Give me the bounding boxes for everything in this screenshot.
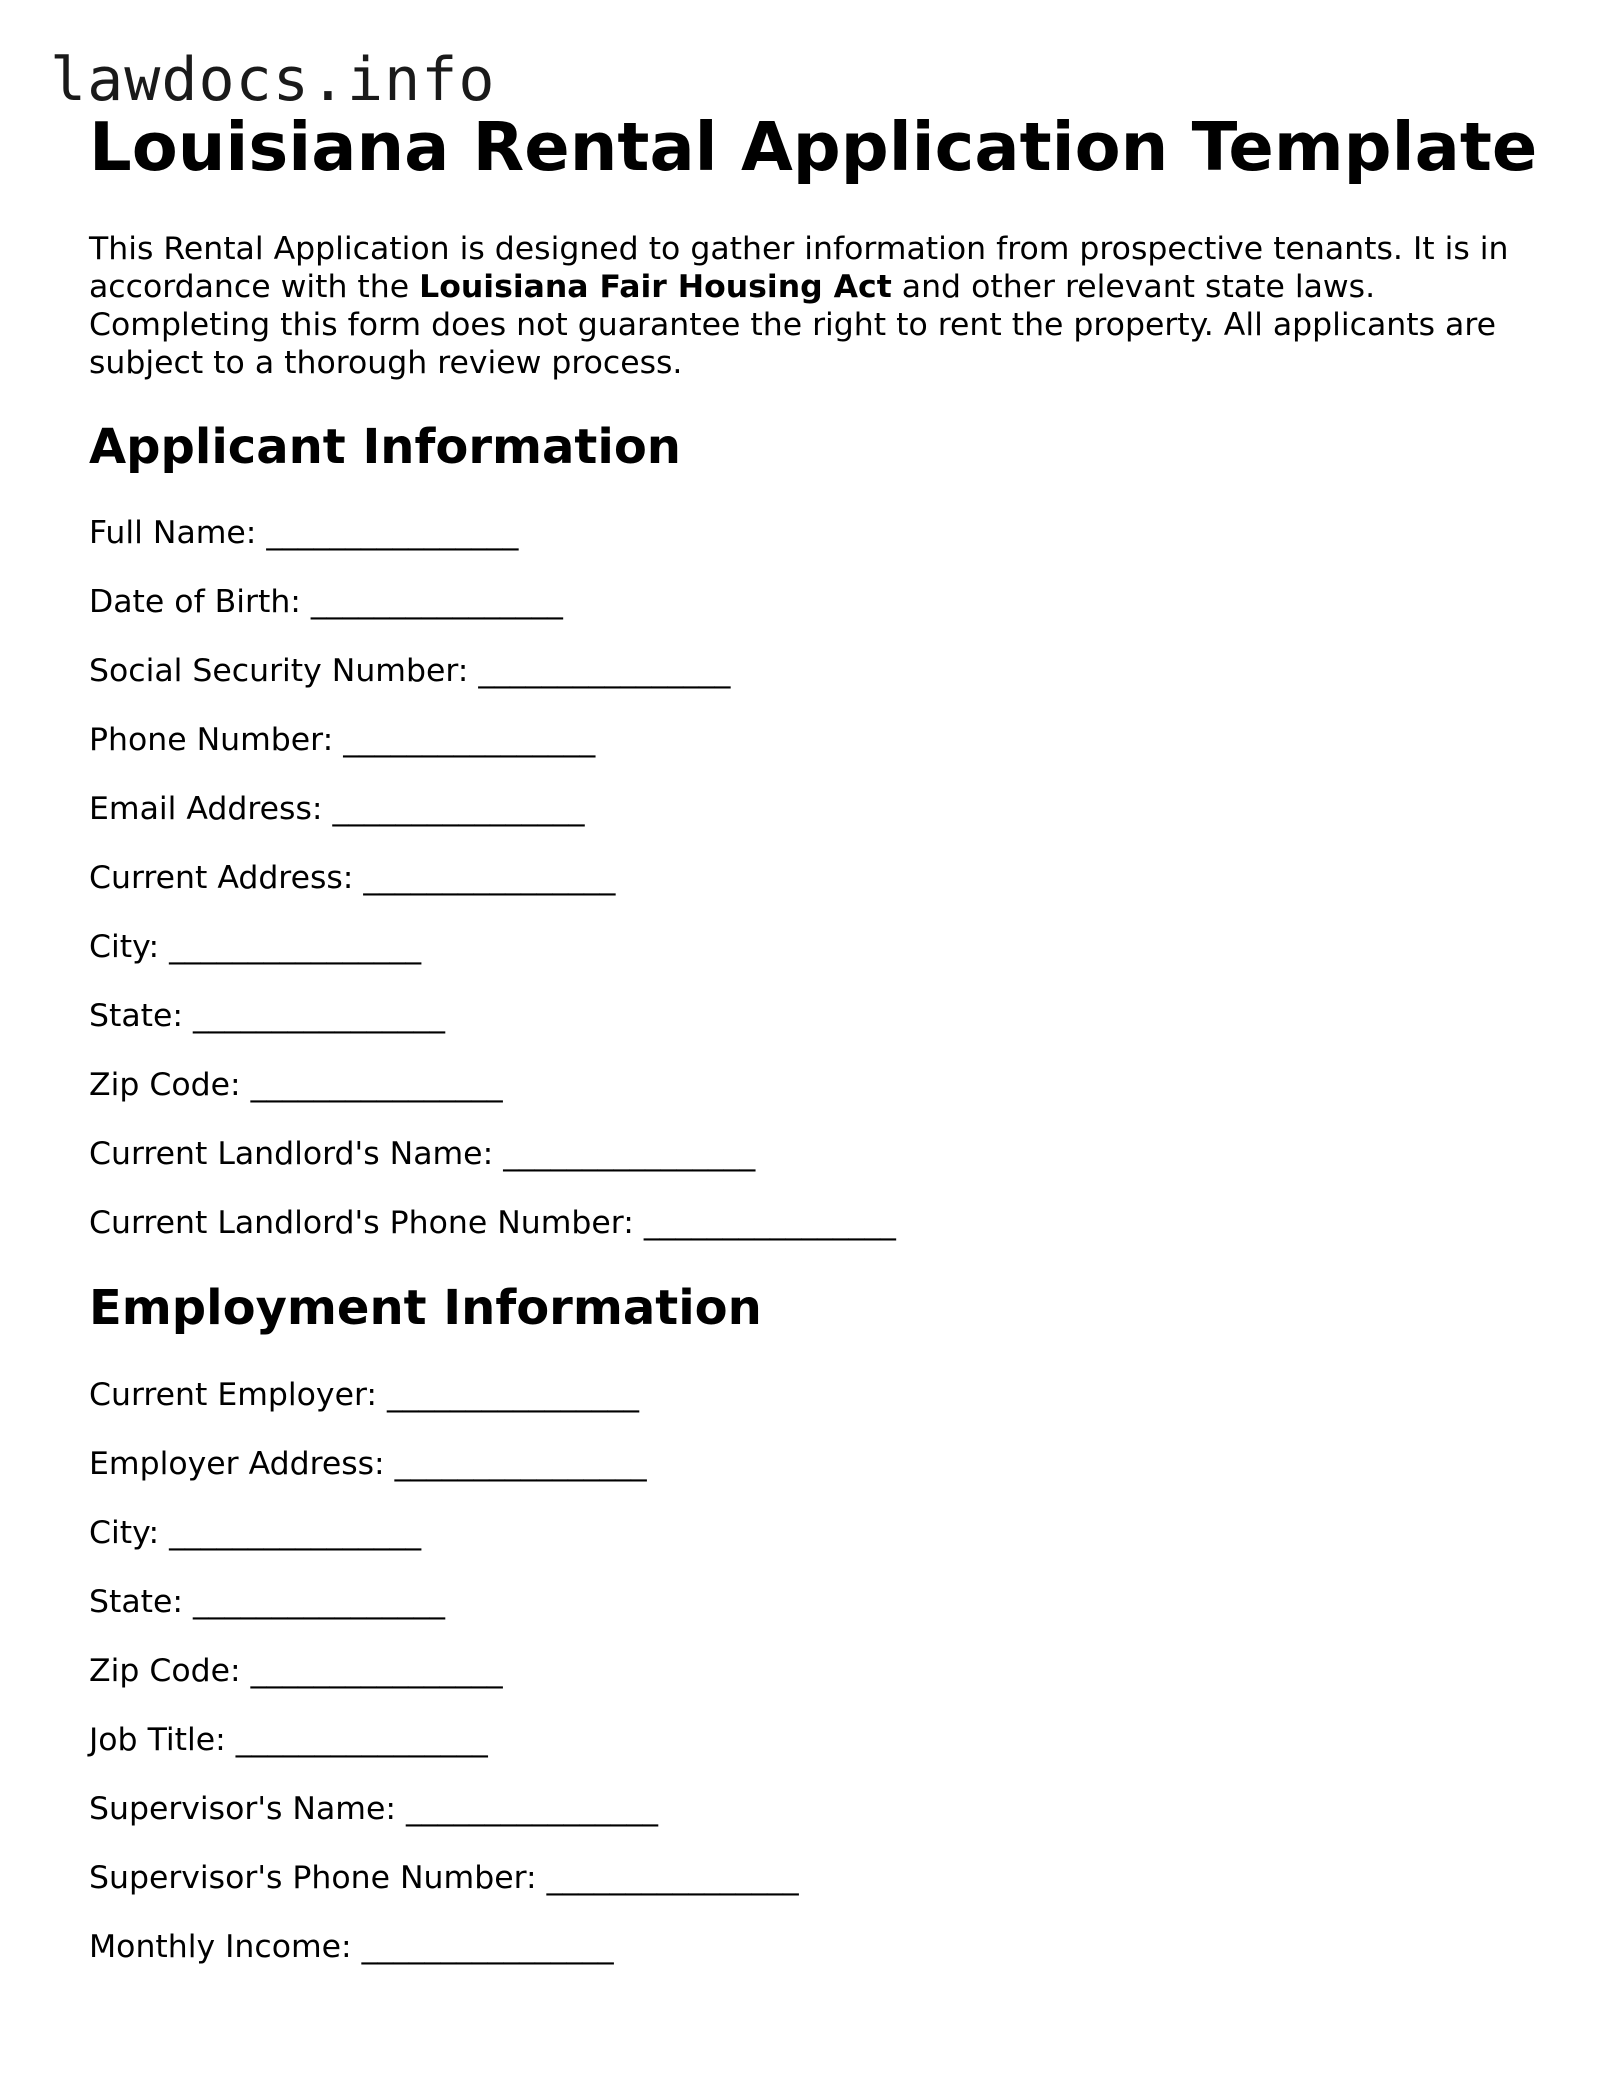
form-field <box>89 927 896 996</box>
field-blank[interactable]: ________________ <box>363 860 616 896</box>
form-field <box>89 720 896 789</box>
field-label: Email Address: <box>89 791 323 827</box>
form-field <box>89 858 896 927</box>
field-blank[interactable]: ________________ <box>503 1136 756 1172</box>
field-blank[interactable]: ________________ <box>478 653 731 689</box>
field-blank[interactable]: ________________ <box>405 1791 658 1827</box>
form-field <box>89 1858 799 1927</box>
field-blank[interactable]: ________________ <box>310 584 563 620</box>
field-blank[interactable]: ________________ <box>394 1446 647 1482</box>
field-label: Supervisor's Name: <box>89 1791 396 1827</box>
form-field <box>89 513 896 582</box>
form-field <box>89 582 896 651</box>
field-blank[interactable]: ________________ <box>361 1929 614 1965</box>
intro-emphasis: Louisiana Fair Housing Act <box>419 269 892 305</box>
field-label: Zip Code: <box>89 1653 241 1689</box>
applicant-section-heading: Applicant Information <box>89 419 681 475</box>
document-title: Louisiana Rental Application Template <box>89 108 1538 186</box>
field-blank[interactable]: ________________ <box>169 1515 422 1551</box>
form-field <box>89 1444 799 1513</box>
intro-paragraph <box>89 230 1529 382</box>
field-label: Zip Code: <box>89 1067 241 1103</box>
field-label: State: <box>89 1584 183 1620</box>
field-label: Full Name: <box>89 515 257 551</box>
field-blank[interactable]: ________________ <box>546 1860 799 1896</box>
field-label: Current Employer: <box>89 1377 377 1413</box>
intro-text-after: and other relevant state laws. Completing this form does not guarantee the right to rent the property. All applicants are subject to a thorough review process. <box>89 269 1496 381</box>
form-field <box>89 1789 799 1858</box>
form-field <box>89 996 896 1065</box>
form-field <box>89 789 896 858</box>
field-blank[interactable]: ________________ <box>193 1584 445 1620</box>
field-blank[interactable]: ________________ <box>343 722 596 758</box>
field-blank[interactable]: ________________ <box>643 1205 896 1241</box>
field-blank[interactable]: ________________ <box>193 998 445 1034</box>
intro-text-before: This Rental Application is designed to gather information from prospective tenants. It is in accordance with the <box>89 231 1509 305</box>
field-label: State: <box>89 998 183 1034</box>
field-blank[interactable]: ________________ <box>250 1067 503 1103</box>
employment-section-heading: Employment Information <box>89 1280 762 1336</box>
field-label: City: <box>89 1515 160 1551</box>
field-label: City: <box>89 929 160 965</box>
applicant-field-list <box>89 513 896 1272</box>
employment-field-list <box>89 1375 799 1996</box>
form-field <box>89 1065 896 1134</box>
field-blank[interactable]: ________________ <box>250 1653 503 1689</box>
form-field <box>89 1513 799 1582</box>
form-field <box>89 651 896 720</box>
field-blank[interactable]: ________________ <box>332 791 585 827</box>
field-label: Monthly Income: <box>89 1929 352 1965</box>
form-field <box>89 1927 799 1996</box>
field-label: Phone Number: <box>89 722 334 758</box>
field-label: Employer Address: <box>89 1446 385 1482</box>
field-label: Current Landlord's Name: <box>89 1136 494 1172</box>
form-field <box>89 1375 799 1444</box>
field-blank[interactable]: ________________ <box>169 929 422 965</box>
form-field <box>89 1134 896 1203</box>
field-label: Social Security Number: <box>89 653 469 689</box>
field-label: Supervisor's Phone Number: <box>89 1860 537 1896</box>
field-label: Current Landlord's Phone Number: <box>89 1205 634 1241</box>
field-blank[interactable]: ________________ <box>386 1377 639 1413</box>
field-label: Job Title: <box>89 1722 226 1758</box>
field-label: Date of Birth: <box>89 584 301 620</box>
site-name: lawdocs.info <box>50 45 496 115</box>
field-blank[interactable]: ________________ <box>266 515 519 551</box>
field-label: Current Address: <box>89 860 354 896</box>
field-blank[interactable]: ________________ <box>235 1722 488 1758</box>
form-field <box>89 1651 799 1720</box>
form-field <box>89 1720 799 1789</box>
form-field <box>89 1582 799 1651</box>
form-field <box>89 1203 896 1272</box>
